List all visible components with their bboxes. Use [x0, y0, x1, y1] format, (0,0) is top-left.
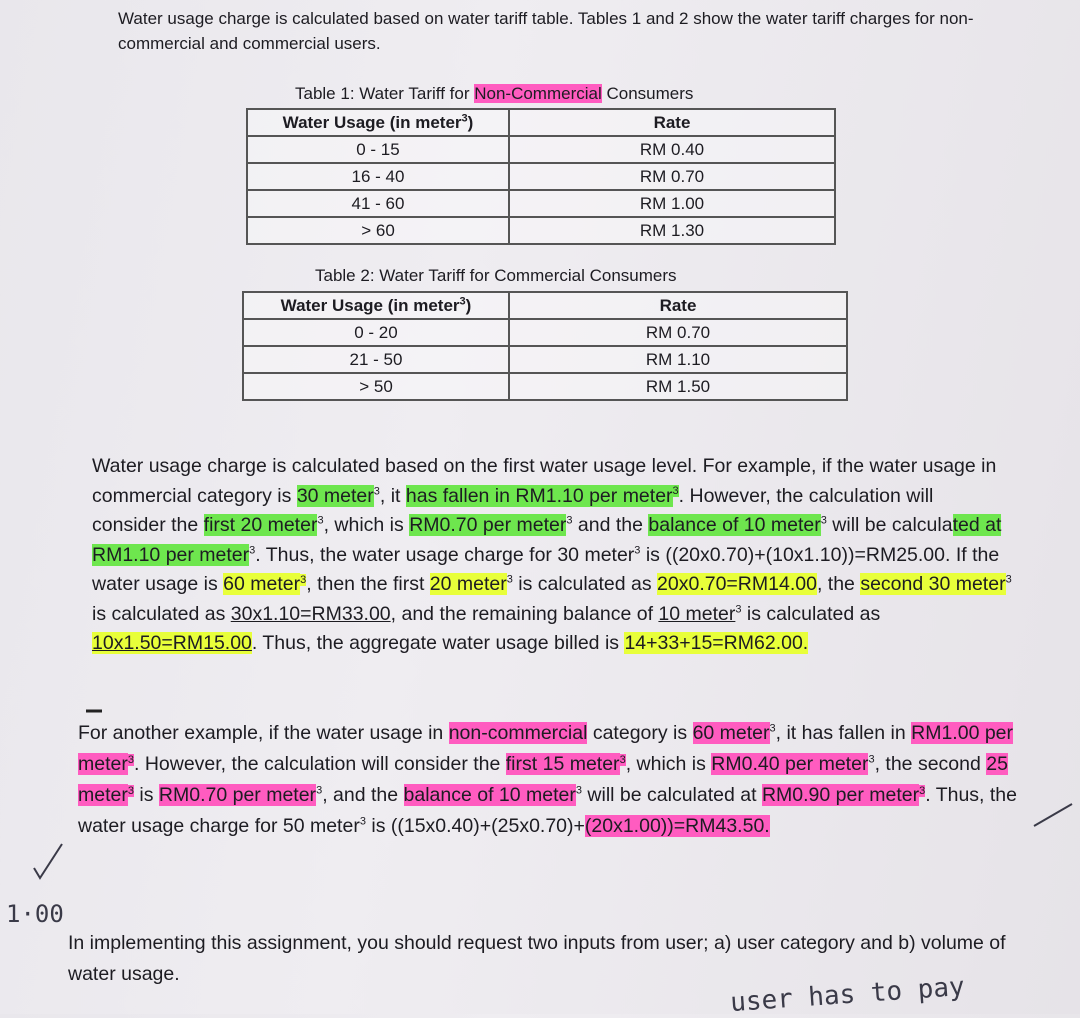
intro-paragraph: Water usage charge is calculated based on water tariff table. Tables 1 and 2 show the water tariff charges for non-commercial and commercial users. — [118, 9, 974, 53]
commercial-example-paragraph: Water usage charge is calculated based on the first water usage level. For example, if the water usage in commercial category is 30 meter$^3$, it has fallen in RM1.10 per meter$^3$. However, the calculation will consider the first 20 meter$^3$, which is RM0.70 per meter$^3$ and the balance of 10 meter$^3$ will be calculated at RM1.10 per meter$^3$. Thus, the water usage charge for 30 meter$^3$ is ((20x0.70)+(10x1.10))=RM25.00. If the water usage is 60 meter$^3$, then the first 20 meter$^3$ is calculated as 20x0.70=RM14.00, the second 30 meter$^3$ is calculated as 30x1.10=RM33.00, and the remaining balance of 10 meter$^3$ is calculated as 10x1.50=RM15.00. Thus, the aggregate water usage billed is 14+33+15=RM62.00. — [92, 455, 1012, 654]
table1-caption-start: Table 1: Water Tariff for — [295, 84, 475, 103]
table-row — [247, 163, 835, 190]
table2-header-usage: Water Usage (in meter$^3$) — [243, 292, 509, 319]
table2 — [242, 291, 848, 401]
handwritten-score: 1·00 — [6, 900, 64, 928]
checkmark-icon — [28, 838, 68, 884]
table-row — [247, 136, 835, 163]
table-row — [247, 217, 835, 244]
table1-caption — [295, 84, 693, 104]
table2-header-row — [243, 292, 847, 319]
table1-header-rate: Rate — [509, 109, 835, 136]
table1-caption-highlight: Non-Commercial — [474, 84, 602, 103]
rate-cell: RM 1.00 — [509, 190, 835, 217]
pen-stroke-icon — [1030, 800, 1076, 830]
rate-cell: RM 1.30 — [509, 217, 835, 244]
table-row — [247, 190, 835, 217]
rate-cell: RM 1.50 — [509, 373, 847, 400]
usage-cell: 0 - 15 — [247, 136, 509, 163]
non-commercial-example-paragraph: For another example, if the water usage in non-commercial category is 60 meter$^3$, it has fallen in RM1.00 per meter$^3$. However, the calculation will consider the first 15 meter$^3$, which is RM0.40 per meter$^3$, the second 25 meter$^3$ is RM0.70 per meter$^3$, and the balance of 10 meter$^3$ will be calculated at RM0.90 per meter$^3$. Thus, the water usage charge for 50 meter$^3$ is ((15x0.40)+(25x0.70)+(20x1.00))=RM43.50. — [78, 722, 1017, 837]
usage-cell: 41 - 60 — [247, 190, 509, 217]
table2-caption: Table 2: Water Tariff for Commercial Consumers — [315, 266, 677, 285]
usage-cell: 16 - 40 — [247, 163, 509, 190]
table-row — [243, 373, 847, 400]
table-row — [243, 319, 847, 346]
rate-cell: RM 0.70 — [509, 163, 835, 190]
implementation-paragraph: In implementing this assignment, you should request two inputs from user; a) user category and b) volume of water usage. — [68, 932, 1006, 985]
table2-header-rate: Rate — [509, 292, 847, 319]
rate-cell: RM 0.40 — [509, 136, 835, 163]
table1-caption-end: Consumers — [601, 84, 694, 103]
table1-header-row — [247, 109, 835, 136]
usage-cell: 21 - 50 — [243, 346, 509, 373]
handwritten-note: user has to pay — [729, 971, 966, 1018]
table1 — [246, 108, 836, 245]
dash-mark-icon — [84, 706, 104, 716]
table-row — [243, 346, 847, 373]
usage-cell: > 60 — [247, 217, 509, 244]
rate-cell: RM 1.10 — [509, 346, 847, 373]
usage-cell: 0 - 20 — [243, 319, 509, 346]
table1-header-usage: Water Usage (in meter$^3$) — [247, 109, 509, 136]
rate-cell: RM 0.70 — [509, 319, 847, 346]
usage-cell: > 50 — [243, 373, 509, 400]
